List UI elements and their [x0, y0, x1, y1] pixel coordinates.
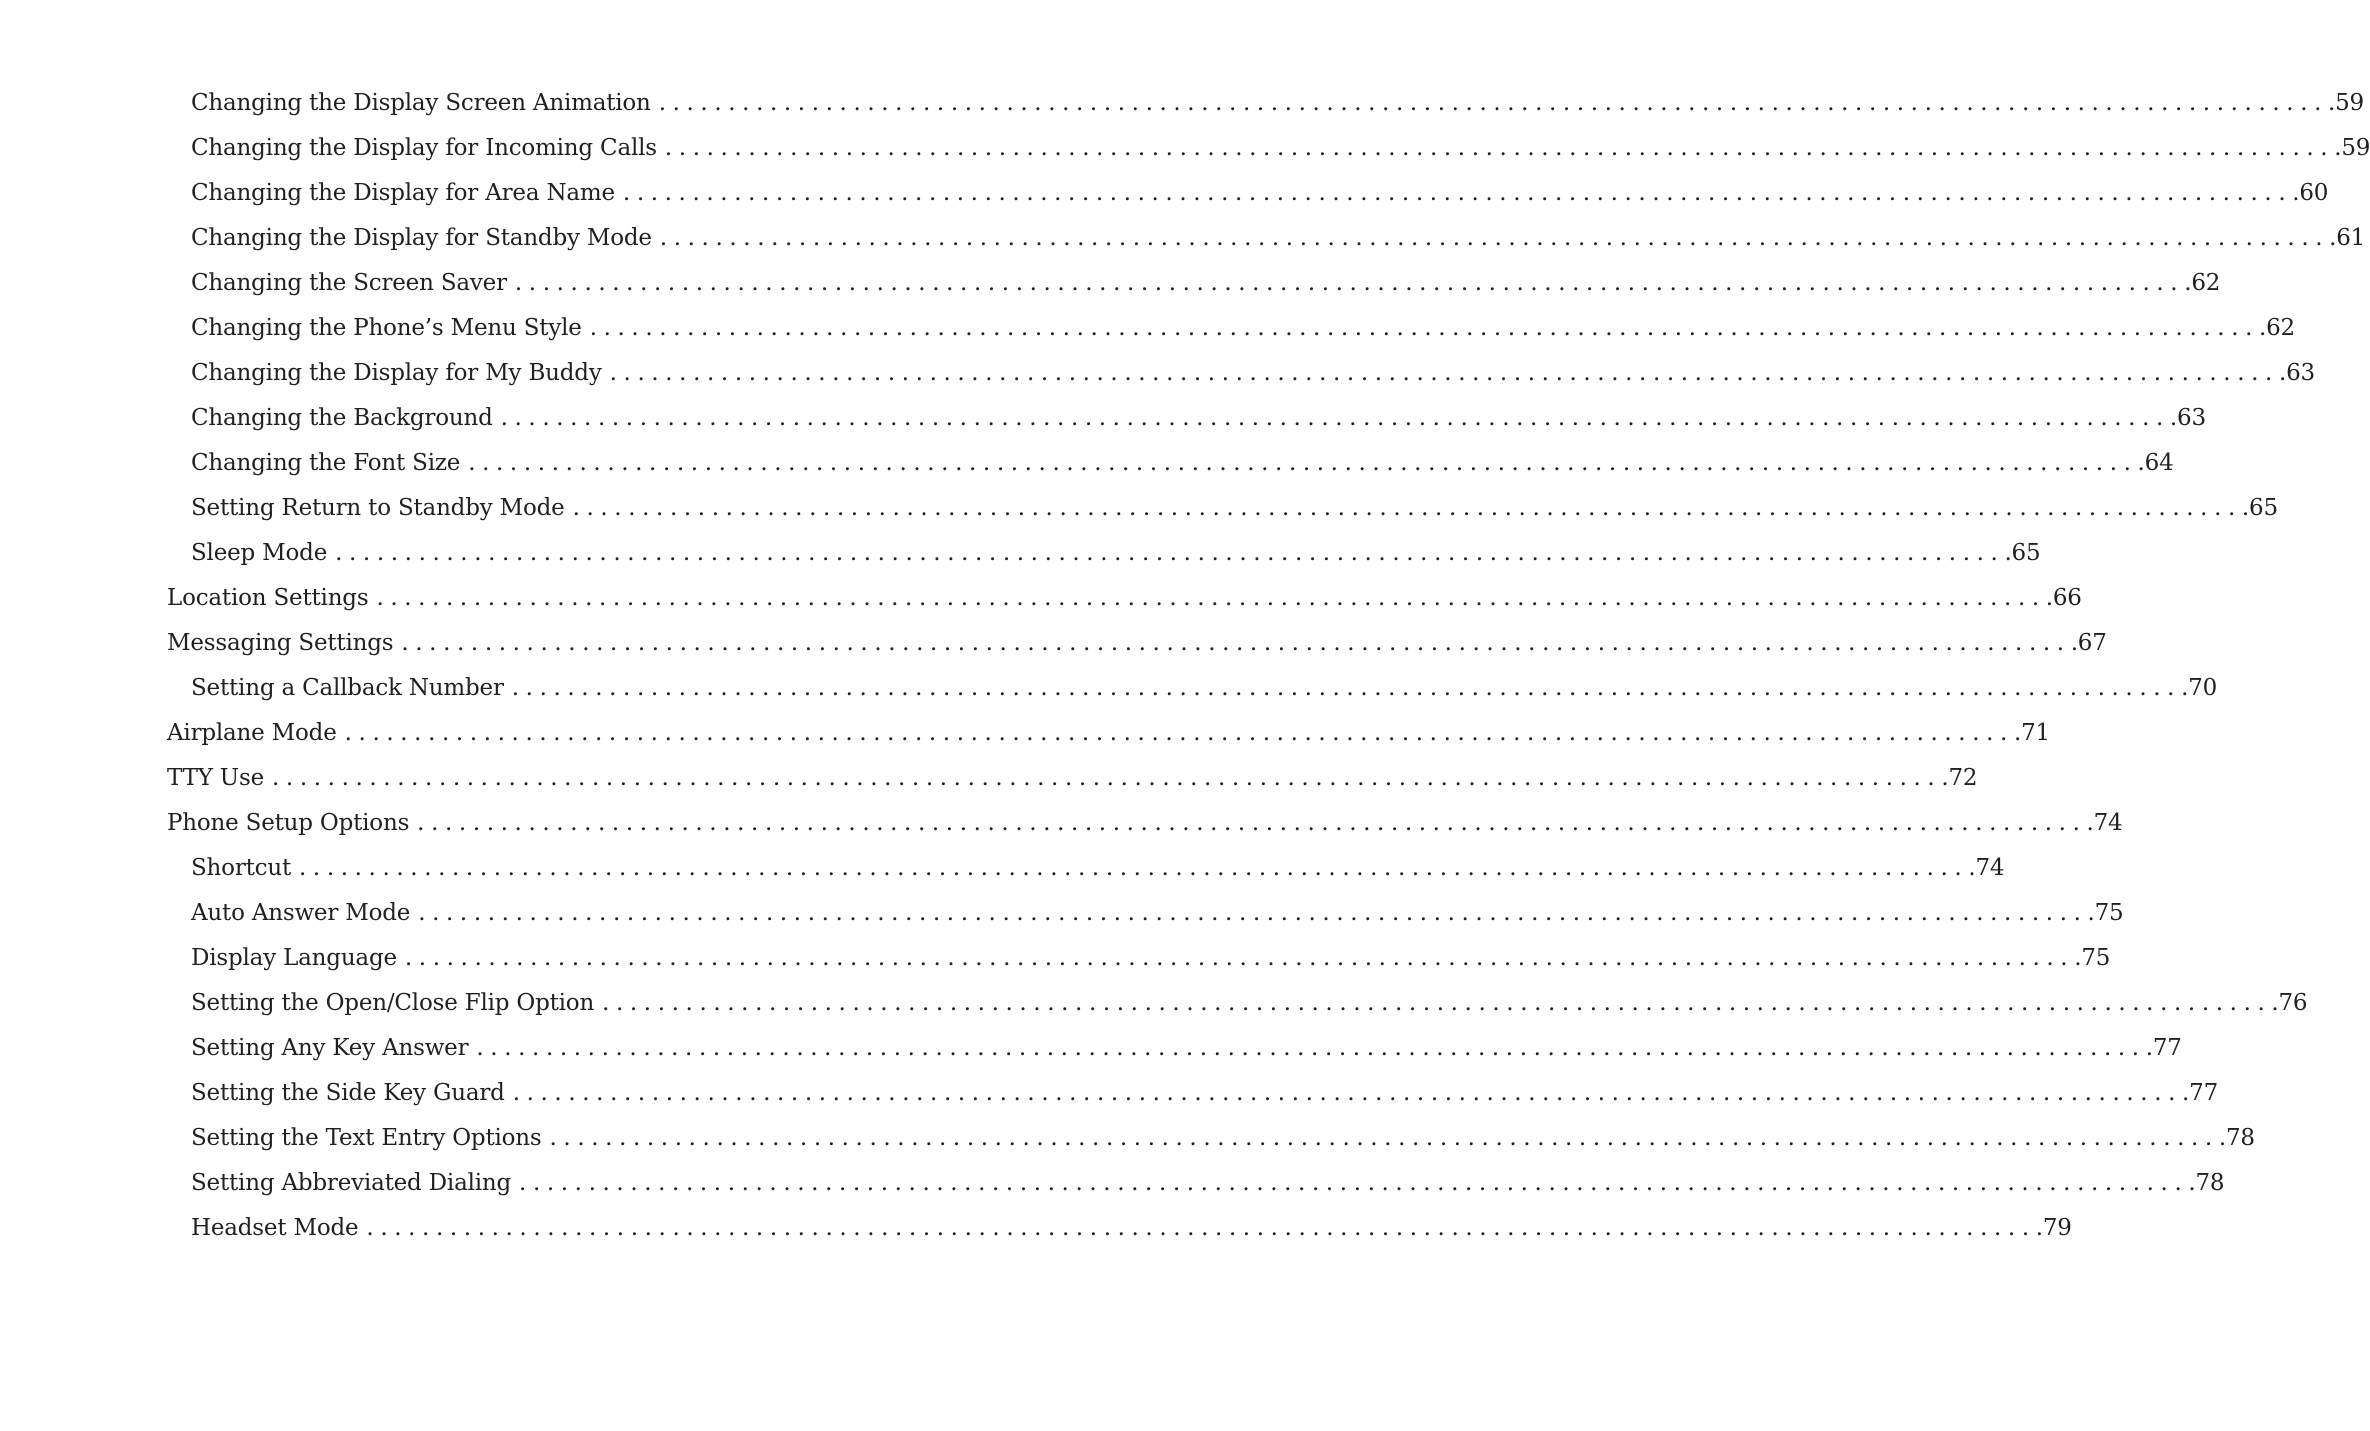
toc-entry-title: Sleep Mode	[191, 539, 328, 566]
toc-entry-title: Changing the Background	[191, 404, 493, 431]
toc-entry-page: .59	[2334, 134, 2370, 161]
toc-entry[interactable]	[191, 1205, 2072, 1250]
toc-entry-title: Setting the Open/Close Flip Option	[191, 989, 595, 1016]
toc-entry-page: .70	[2181, 674, 2218, 701]
toc-dot-leader: ........................................................................................................................	[659, 224, 2330, 251]
toc-entry-page: .74	[1968, 854, 2005, 881]
toc-dot-leader: ........................................................................................................................	[299, 854, 1969, 881]
toc-entry-title: Changing the Display for Incoming Calls	[191, 134, 657, 161]
toc-entry-title: Setting a Callback Number	[191, 674, 504, 701]
toc-entry[interactable]	[191, 1160, 2225, 1205]
toc-entry-page: .74	[2086, 809, 2123, 836]
toc-entry[interactable]	[191, 485, 2278, 530]
toc-entry-title: Changing the Display for Standby Mode	[191, 224, 652, 251]
toc-entry-title: Display Language	[191, 944, 397, 971]
toc-dot-leader: ........................................................................................................................	[404, 944, 2075, 971]
toc-entry-page: .77	[2182, 1079, 2219, 1106]
toc-entry[interactable]	[167, 710, 2050, 755]
toc-entry-page: .59	[2328, 89, 2364, 116]
toc-entry[interactable]	[191, 350, 2315, 395]
toc-entry[interactable]	[167, 575, 2082, 620]
toc-dot-leader: ........................................................................................................................	[589, 314, 2260, 341]
toc-dot-leader: ........................................................................................................................	[572, 494, 2242, 521]
toc-entry-page: .63	[2278, 359, 2315, 386]
toc-entry-title: Location Settings	[167, 584, 369, 611]
toc-entry-page: .64	[2137, 449, 2174, 476]
toc-entry[interactable]	[167, 755, 1978, 800]
toc-entry[interactable]	[191, 215, 2366, 260]
toc-entry-page: .78	[2218, 1124, 2255, 1151]
toc-entry-page: .71	[2013, 719, 2050, 746]
toc-entry[interactable]	[167, 800, 2123, 845]
toc-dot-leader: ........................................................................................................................	[417, 809, 2087, 836]
toc-entry-title: Messaging Settings	[167, 629, 394, 656]
toc-entry[interactable]	[191, 665, 2218, 710]
toc-entry-title: Setting the Side Key Guard	[191, 1079, 505, 1106]
toc-dot-leader: ........................................................................................................................	[272, 764, 1942, 791]
toc-entry-title: Headset Mode	[191, 1214, 359, 1241]
toc-entry[interactable]	[191, 1115, 2255, 1160]
table-of-contents	[0, 80, 2370, 1250]
toc-entry[interactable]	[191, 305, 2295, 350]
toc-entry-title: TTY Use	[167, 764, 265, 791]
toc-entry-title: Changing the Display Screen Animation	[191, 89, 651, 116]
toc-entry-title: Changing the Display for My Buddy	[191, 359, 602, 386]
toc-dot-leader: ........................................................................................................................	[335, 539, 2005, 566]
toc-entry-title: Setting the Text Entry Options	[191, 1124, 542, 1151]
toc-entry-title: Setting Return to Standby Mode	[191, 494, 565, 521]
toc-dot-leader: ........................................................................................................................	[401, 629, 2071, 656]
toc-dot-leader: ........................................................................................................................	[519, 1169, 2189, 1196]
toc-entry-title: Changing the Font Size	[191, 449, 461, 476]
toc-dot-leader: ........................................................................................................................	[609, 359, 2279, 386]
toc-entry-title: Phone Setup Options	[167, 809, 410, 836]
toc-entry[interactable]	[191, 1070, 2219, 1115]
toc-entry-title: Auto Answer Mode	[191, 899, 411, 926]
toc-dot-leader: ........................................................................................................................	[602, 989, 2272, 1016]
toc-entry-title: Setting Abbreviated Dialing	[191, 1169, 512, 1196]
toc-entry-title: Changing the Phone’s Menu Style	[191, 314, 582, 341]
toc-dot-leader: ........................................................................................................................	[622, 179, 2293, 206]
toc-dot-leader: ........................................................................................................................	[376, 584, 2046, 611]
toc-entry[interactable]	[191, 80, 2364, 125]
toc-entry-page: .62	[2259, 314, 2295, 341]
toc-entry-page: .61	[2329, 224, 2366, 251]
toc-entry-page: .75	[2074, 944, 2111, 971]
toc-entry-page: .66	[2045, 584, 2082, 611]
toc-dot-leader: ........................................................................................................................	[468, 449, 2138, 476]
toc-entry-page: .63	[2169, 404, 2206, 431]
toc-entry[interactable]	[191, 845, 2005, 890]
toc-entry[interactable]	[191, 935, 2111, 980]
toc-entry-title: Changing the Display for Area Name	[191, 179, 615, 206]
toc-entry-page: .65	[2004, 539, 2041, 566]
toc-dot-leader: ........................................................................................................................	[418, 899, 2088, 926]
toc-dot-leader: ........................................................................................................................	[658, 89, 2329, 116]
toc-entry-page: .76	[2271, 989, 2308, 1016]
toc-dot-leader: ........................................................................................................................	[476, 1034, 2146, 1061]
toc-entry-title: Setting Any Key Answer	[191, 1034, 469, 1061]
toc-entry[interactable]	[191, 125, 2370, 170]
toc-entry-title: Shortcut	[191, 854, 291, 881]
toc-entry-page: .60	[2292, 179, 2329, 206]
toc-dot-leader: ........................................................................................................................	[664, 134, 2335, 161]
toc-dot-leader: ........................................................................................................................	[549, 1124, 2219, 1151]
toc-entry-page: .78	[2188, 1169, 2225, 1196]
toc-entry[interactable]	[191, 260, 2221, 305]
toc-entry[interactable]	[191, 890, 2124, 935]
toc-entry[interactable]	[191, 530, 2041, 575]
toc-entry-page: .72	[1941, 764, 1978, 791]
toc-entry-page: .75	[2087, 899, 2124, 926]
toc-entry-page: .77	[2145, 1034, 2182, 1061]
toc-entry-page: .67	[2070, 629, 2107, 656]
toc-dot-leader: ........................................................................................................................	[500, 404, 2170, 431]
toc-dot-leader: ........................................................................................................................	[512, 1079, 2183, 1106]
toc-entry[interactable]	[191, 395, 2206, 440]
toc-dot-leader: ........................................................................................................................	[344, 719, 2014, 746]
toc-entry[interactable]	[191, 440, 2174, 485]
toc-entry-page: .62	[2184, 269, 2221, 296]
toc-dot-leader: ........................................................................................................................	[514, 269, 2185, 296]
toc-dot-leader: ........................................................................................................................	[511, 674, 2182, 701]
toc-entry[interactable]	[167, 620, 2107, 665]
toc-entry-page: .79	[2035, 1214, 2072, 1241]
toc-entry-page: .65	[2241, 494, 2278, 521]
toc-entry-title: Changing the Screen Saver	[191, 269, 507, 296]
toc-entry[interactable]	[191, 1025, 2182, 1070]
toc-entry[interactable]	[191, 980, 2308, 1025]
toc-entry[interactable]	[191, 170, 2329, 215]
toc-entry-title: Airplane Mode	[167, 719, 337, 746]
toc-dot-leader: ........................................................................................................................	[366, 1214, 2036, 1241]
